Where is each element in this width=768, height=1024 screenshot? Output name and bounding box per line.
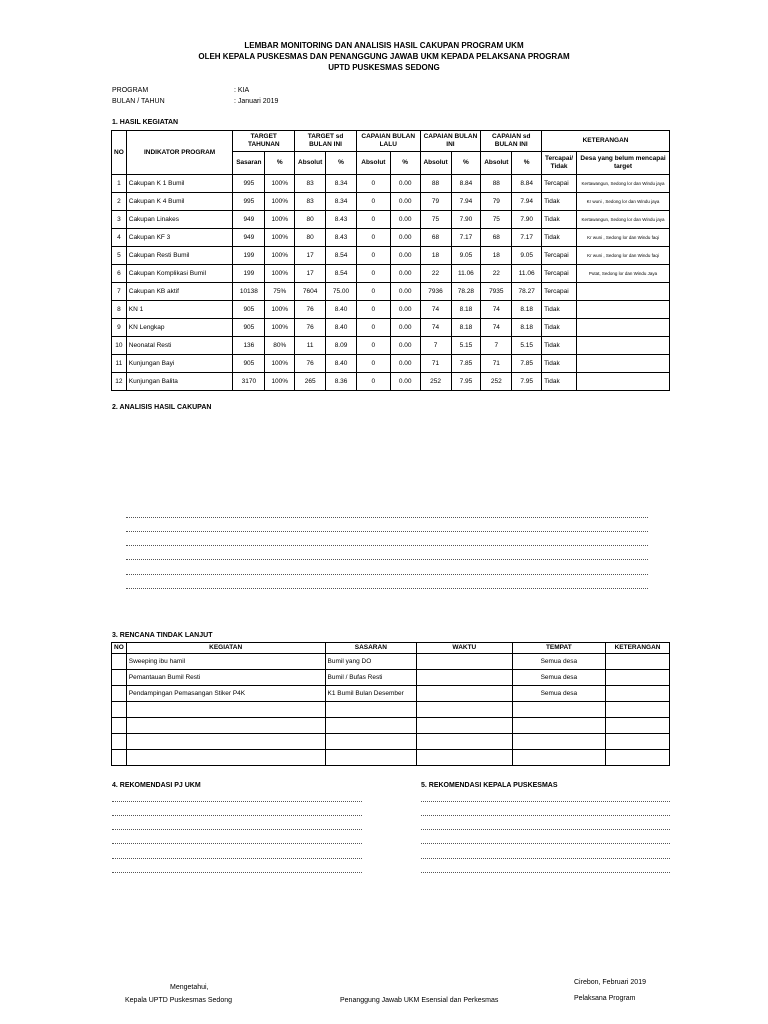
prev-absolut: 0	[356, 319, 390, 337]
col-target-sd: TARGET sd BULAN INI	[295, 131, 357, 152]
status-value: Tidak	[542, 211, 577, 229]
indicator-name: Cakupan Komplikasi Bumil	[126, 265, 233, 283]
indicator-name: Cakupan K 1 Bumil	[126, 175, 233, 193]
prev-pct: 0.00	[390, 175, 420, 193]
target-pct: 75%	[265, 283, 295, 301]
prev-pct: 0.00	[390, 247, 420, 265]
current-absolut: 79	[420, 193, 451, 211]
target-sd-pct: 8.34	[326, 175, 357, 193]
prev-pct: 0.00	[390, 193, 420, 211]
current-absolut: 7936	[420, 283, 451, 301]
status-value: Tidak	[542, 373, 577, 391]
status-value: Tidak	[542, 301, 577, 319]
prev-absolut: 0	[356, 301, 390, 319]
target-sd-pct: 8.34	[326, 193, 357, 211]
cum-absolut: 71	[481, 355, 512, 373]
target-pct: 100%	[265, 247, 295, 265]
section-3-title: 3. RENCANA TINDAK LANJUT	[112, 632, 213, 639]
sub-desa: Desa yang belum mencapai target	[577, 152, 670, 175]
plan-no	[112, 718, 127, 734]
cum-absolut: 74	[481, 319, 512, 337]
target-pct: 100%	[265, 193, 295, 211]
plan-sasaran	[325, 718, 417, 734]
sasaran-value: 905	[233, 301, 265, 319]
plan-col-waktu: WAKTU	[417, 643, 512, 654]
current-absolut: 74	[420, 301, 451, 319]
sasaran-value: 199	[233, 247, 265, 265]
row-number: 5	[112, 247, 127, 265]
target-absolut: 265	[295, 373, 326, 391]
target-pct: 100%	[265, 355, 295, 373]
section-5-title: 5. REKOMENDASI KEPALA PUSKESMAS	[421, 782, 558, 789]
target-pct: 100%	[265, 175, 295, 193]
target-sd-pct: 8.40	[326, 301, 357, 319]
period-label: BULAN / TAHUN	[112, 98, 165, 105]
status-value: Tercapai	[542, 175, 577, 193]
prev-pct: 0.00	[390, 319, 420, 337]
plan-waktu	[417, 686, 512, 702]
program-value: : KIA	[234, 87, 250, 94]
plan-no	[112, 670, 127, 686]
plan-tempat	[512, 734, 606, 750]
document-title	[0, 40, 768, 73]
indicator-name: Cakupan K 4 Bumil	[126, 193, 233, 211]
current-pct: 8.18	[451, 319, 481, 337]
plan-col-sasaran: SASARAN	[325, 643, 417, 654]
sasaran-value: 995	[233, 193, 265, 211]
desa-note	[577, 283, 670, 301]
plan-row	[112, 670, 670, 686]
target-pct: 100%	[265, 319, 295, 337]
cum-pct: 5.15	[512, 337, 542, 355]
target-absolut: 11	[295, 337, 326, 355]
sub-tercapai: Tercapai/ Tidak	[542, 152, 577, 175]
pj-recommendation-line	[112, 801, 362, 802]
cum-pct: 7.94	[512, 193, 542, 211]
desa-note	[577, 301, 670, 319]
cum-absolut: 75	[481, 211, 512, 229]
sasaran-value: 136	[233, 337, 265, 355]
prev-absolut: 0	[356, 355, 390, 373]
status-value: Tidak	[542, 355, 577, 373]
status-value: Tidak	[542, 229, 577, 247]
row-number: 2	[112, 193, 127, 211]
current-pct: 7.95	[451, 373, 481, 391]
row-number: 9	[112, 319, 127, 337]
row-number: 11	[112, 355, 127, 373]
plan-kegiatan	[126, 702, 325, 718]
col-current: CAPAIAN BULAN INI	[420, 131, 481, 152]
analysis-line	[126, 588, 648, 589]
sub-absolut: Absolut	[420, 152, 451, 175]
prev-absolut: 0	[356, 373, 390, 391]
sasaran-value: 949	[233, 211, 265, 229]
prev-absolut: 0	[356, 175, 390, 193]
sasaran-value: 995	[233, 175, 265, 193]
current-absolut: 75	[420, 211, 451, 229]
prev-absolut: 0	[356, 193, 390, 211]
results-table	[111, 130, 670, 391]
table-row	[112, 319, 670, 337]
sub-pct: %	[512, 152, 542, 175]
plan-sasaran	[325, 702, 417, 718]
desa-note	[577, 337, 670, 355]
plan-sasaran	[325, 734, 417, 750]
sub-pct: %	[451, 152, 481, 175]
desa-note: Kertawangun, Sedong lor dan Windu jaya	[577, 211, 670, 229]
kapus-recommendation-line	[421, 843, 670, 844]
target-pct: 100%	[265, 265, 295, 283]
analysis-line	[126, 574, 648, 575]
target-absolut: 7604	[295, 283, 326, 301]
table-row	[112, 193, 670, 211]
section-1-title: 1. HASIL KEGIATAN	[112, 119, 179, 126]
kapus-recommendation-line	[421, 829, 670, 830]
plan-kegiatan	[126, 734, 325, 750]
cum-absolut: 7	[481, 337, 512, 355]
target-pct: 80%	[265, 337, 295, 355]
prev-pct: 0.00	[390, 211, 420, 229]
target-sd-pct: 75.00	[326, 283, 357, 301]
table-row	[112, 337, 670, 355]
target-pct: 100%	[265, 301, 295, 319]
desa-note	[577, 373, 670, 391]
cum-absolut: 252	[481, 373, 512, 391]
cum-absolut: 18	[481, 247, 512, 265]
status-value: Tidak	[542, 193, 577, 211]
prev-absolut: 0	[356, 247, 390, 265]
status-value: Tercapai	[542, 265, 577, 283]
target-sd-pct: 8.54	[326, 247, 357, 265]
indicator-name: Kunjungan Balita	[126, 373, 233, 391]
plan-tempat: Semua desa	[512, 670, 606, 686]
current-absolut: 71	[420, 355, 451, 373]
prev-absolut: 0	[356, 283, 390, 301]
plan-row	[112, 734, 670, 750]
indicator-name: Cakupan KB aktif	[126, 283, 233, 301]
row-number: 3	[112, 211, 127, 229]
desa-note	[577, 355, 670, 373]
plan-waktu	[417, 670, 512, 686]
target-absolut: 17	[295, 265, 326, 283]
table-row	[112, 265, 670, 283]
plan-sasaran	[325, 750, 417, 766]
section-2-title: 2. ANALISIS HASIL CAKUPAN	[112, 404, 212, 411]
plan-keterangan	[606, 654, 670, 670]
target-pct: 100%	[265, 211, 295, 229]
prev-pct: 0.00	[390, 337, 420, 355]
row-number: 8	[112, 301, 127, 319]
indicator-name: Cakupan Resti Bumil	[126, 247, 233, 265]
current-absolut: 18	[420, 247, 451, 265]
pj-recommendation-line	[112, 872, 362, 873]
plan-no	[112, 686, 127, 702]
current-absolut: 88	[420, 175, 451, 193]
desa-note: Kr wuni , Sedong lor dan Windu jaya	[577, 193, 670, 211]
pj-recommendation-line	[112, 829, 362, 830]
plan-waktu	[417, 750, 512, 766]
indicator-name: Cakupan Linakes	[126, 211, 233, 229]
program-label: PROGRAM	[112, 87, 149, 94]
plan-sasaran: Bumil / Bufas Resti	[325, 670, 417, 686]
plan-tempat	[512, 702, 606, 718]
cum-pct: 78.27	[512, 283, 542, 301]
plan-keterangan	[606, 686, 670, 702]
prev-absolut: 0	[356, 211, 390, 229]
sasaran-value: 905	[233, 355, 265, 373]
analysis-line	[126, 531, 648, 532]
current-pct: 8.18	[451, 301, 481, 319]
title-line-1: LEMBAR MONITORING DAN ANALISIS HASIL CAKUPAN PROGRAM UKM	[244, 41, 524, 50]
plan-kegiatan	[126, 718, 325, 734]
col-target-year: TARGET TAHUNAN	[233, 131, 295, 152]
cum-absolut: 79	[481, 193, 512, 211]
place-date: Cirebon, Februari 2019	[574, 979, 646, 986]
cum-absolut: 74	[481, 301, 512, 319]
pj-recommendation-line	[112, 858, 362, 859]
desa-note	[577, 319, 670, 337]
plan-tempat: Semua desa	[512, 654, 606, 670]
plan-tempat: Semua desa	[512, 686, 606, 702]
col-indicator: INDIKATOR PROGRAM	[126, 131, 233, 175]
plan-keterangan	[606, 718, 670, 734]
table-row	[112, 373, 670, 391]
target-absolut: 76	[295, 319, 326, 337]
cum-pct: 7.90	[512, 211, 542, 229]
row-number: 4	[112, 229, 127, 247]
plan-kegiatan: Pemantauan Bumil Resti	[126, 670, 325, 686]
desa-note: Kr wuni , Sedong lor dan Windu faqi	[577, 229, 670, 247]
row-number: 10	[112, 337, 127, 355]
plan-row	[112, 686, 670, 702]
pj-recommendation-line	[112, 843, 362, 844]
sasaran-value: 905	[233, 319, 265, 337]
sasaran-value: 10138	[233, 283, 265, 301]
current-pct: 78.28	[451, 283, 481, 301]
sub-sasaran: Sasaran	[233, 152, 265, 175]
pj-recommendation-line	[112, 815, 362, 816]
target-pct: 100%	[265, 229, 295, 247]
kepala-signature-label: Kepala UPTD Puskesmas Sedong	[125, 997, 232, 1004]
row-number: 1	[112, 175, 127, 193]
sasaran-value: 199	[233, 265, 265, 283]
prev-absolut: 0	[356, 337, 390, 355]
target-absolut: 80	[295, 229, 326, 247]
analysis-line	[126, 545, 648, 546]
table-row	[112, 355, 670, 373]
status-value: Tercapai	[542, 247, 577, 265]
plan-tempat	[512, 750, 606, 766]
plan-keterangan	[606, 670, 670, 686]
indicator-name: Kunjungan Bayi	[126, 355, 233, 373]
table-row	[112, 229, 670, 247]
target-sd-pct: 8.54	[326, 265, 357, 283]
current-absolut: 7	[420, 337, 451, 355]
plan-waktu	[417, 718, 512, 734]
prev-pct: 0.00	[390, 355, 420, 373]
plan-sasaran: K1 Bumil Bulan Desember	[325, 686, 417, 702]
col-keterangan: KETERANGAN	[542, 131, 670, 152]
target-absolut: 17	[295, 247, 326, 265]
target-absolut: 76	[295, 355, 326, 373]
target-sd-pct: 8.36	[326, 373, 357, 391]
target-absolut: 76	[295, 301, 326, 319]
sub-absolut: Absolut	[356, 152, 390, 175]
current-absolut: 252	[420, 373, 451, 391]
table-row	[112, 211, 670, 229]
sub-absolut: Absolut	[295, 152, 326, 175]
plan-no	[112, 750, 127, 766]
status-value: Tercapai	[542, 283, 577, 301]
current-pct: 7.90	[451, 211, 481, 229]
desa-note: Kr wuni , Sedong lor dan Windu faqi	[577, 247, 670, 265]
status-value: Tidak	[542, 337, 577, 355]
indicator-name: Cakupan KF 3	[126, 229, 233, 247]
desa-note: Putat, Sedong lor dan Windu Jaya	[577, 265, 670, 283]
kapus-recommendation-line	[421, 815, 670, 816]
analysis-line	[126, 559, 648, 560]
col-no: NO	[112, 131, 127, 175]
plan-tempat	[512, 718, 606, 734]
target-absolut: 80	[295, 211, 326, 229]
period-value: : Januari 2019	[234, 98, 279, 105]
plan-row	[112, 750, 670, 766]
prev-pct: 0.00	[390, 283, 420, 301]
plan-keterangan	[606, 750, 670, 766]
plan-keterangan	[606, 734, 670, 750]
plan-col-tempat: TEMPAT	[512, 643, 606, 654]
table-row	[112, 175, 670, 193]
target-sd-pct: 8.40	[326, 355, 357, 373]
sub-absolut: Absolut	[481, 152, 512, 175]
plan-col-keterangan: KETERANGAN	[606, 643, 670, 654]
pelaksana-signature-label: Pelaksana Program	[574, 995, 636, 1002]
cum-pct: 11.06	[512, 265, 542, 283]
pj-signature-label: Penanggung Jawab UKM Esensial dan Perkesmas	[340, 997, 499, 1004]
cum-pct: 8.84	[512, 175, 542, 193]
target-pct: 100%	[265, 373, 295, 391]
current-absolut: 68	[420, 229, 451, 247]
target-sd-pct: 8.40	[326, 319, 357, 337]
prev-pct: 0.00	[390, 265, 420, 283]
col-prev: CAPAIAN BULAN LALU	[356, 131, 420, 152]
current-pct: 7.94	[451, 193, 481, 211]
kapus-recommendation-line	[421, 858, 670, 859]
target-absolut: 83	[295, 175, 326, 193]
col-cumulative: CAPAIAN sd BULAN INI	[481, 131, 542, 152]
table-row	[112, 301, 670, 319]
target-sd-pct: 8.09	[326, 337, 357, 355]
plan-keterangan	[606, 702, 670, 718]
analysis-line	[126, 517, 648, 518]
current-pct: 5.15	[451, 337, 481, 355]
sub-pct: %	[265, 152, 295, 175]
title-line-3: UPTD PUSKESMAS SEDONG	[328, 63, 440, 72]
target-sd-pct: 8.43	[326, 229, 357, 247]
section-4-title: 4. REKOMENDASI PJ UKM	[112, 782, 201, 789]
cum-pct: 7.17	[512, 229, 542, 247]
target-sd-pct: 8.43	[326, 211, 357, 229]
current-pct: 7.85	[451, 355, 481, 373]
cum-pct: 7.95	[512, 373, 542, 391]
plan-sasaran: Bumil yang DO	[325, 654, 417, 670]
plan-waktu	[417, 702, 512, 718]
plan-col-no: NO	[112, 643, 127, 654]
plan-row	[112, 654, 670, 670]
row-number: 7	[112, 283, 127, 301]
prev-absolut: 0	[356, 265, 390, 283]
cum-pct: 8.18	[512, 301, 542, 319]
table-row	[112, 247, 670, 265]
current-absolut: 22	[420, 265, 451, 283]
plan-no	[112, 654, 127, 670]
plan-no	[112, 734, 127, 750]
cum-absolut: 68	[481, 229, 512, 247]
row-number: 12	[112, 373, 127, 391]
plan-kegiatan: Sweeping ibu hamil	[126, 654, 325, 670]
cum-pct: 7.85	[512, 355, 542, 373]
sub-pct: %	[390, 152, 420, 175]
plan-kegiatan: Pendampingan Pemasangan Stiker P4K	[126, 686, 325, 702]
current-pct: 9.05	[451, 247, 481, 265]
plan-row	[112, 718, 670, 734]
sasaran-value: 3170	[233, 373, 265, 391]
title-line-2: OLEH KEPALA PUSKESMAS DAN PENANGGUNG JAWAB UKM KEPADA PELAKSANA PROGRAM	[198, 52, 570, 61]
current-pct: 11.06	[451, 265, 481, 283]
plan-waktu	[417, 734, 512, 750]
indicator-name: KN 1	[126, 301, 233, 319]
indicator-name: KN Lengkap	[126, 319, 233, 337]
kapus-recommendation-line	[421, 801, 670, 802]
cum-pct: 8.18	[512, 319, 542, 337]
prev-absolut: 0	[356, 229, 390, 247]
current-pct: 8.84	[451, 175, 481, 193]
action-plan-table	[111, 642, 670, 766]
mengetahui-label: Mengetahui,	[170, 984, 209, 991]
cum-absolut: 7935	[481, 283, 512, 301]
sasaran-value: 949	[233, 229, 265, 247]
table-row	[112, 283, 670, 301]
prev-pct: 0.00	[390, 229, 420, 247]
cum-absolut: 88	[481, 175, 512, 193]
plan-col-kegiatan: KEGIATAN	[126, 643, 325, 654]
plan-waktu	[417, 654, 512, 670]
prev-pct: 0.00	[390, 301, 420, 319]
plan-no	[112, 702, 127, 718]
kapus-recommendation-line	[421, 872, 670, 873]
cum-absolut: 22	[481, 265, 512, 283]
cum-pct: 9.05	[512, 247, 542, 265]
desa-note: Kertawangun, Sedong lor dan Windu jaya	[577, 175, 670, 193]
target-absolut: 83	[295, 193, 326, 211]
plan-kegiatan	[126, 750, 325, 766]
status-value: Tidak	[542, 319, 577, 337]
sub-pct: %	[326, 152, 357, 175]
prev-pct: 0.00	[390, 373, 420, 391]
current-pct: 7.17	[451, 229, 481, 247]
current-absolut: 74	[420, 319, 451, 337]
plan-row	[112, 702, 670, 718]
row-number: 6	[112, 265, 127, 283]
indicator-name: Neonatal Resti	[126, 337, 233, 355]
